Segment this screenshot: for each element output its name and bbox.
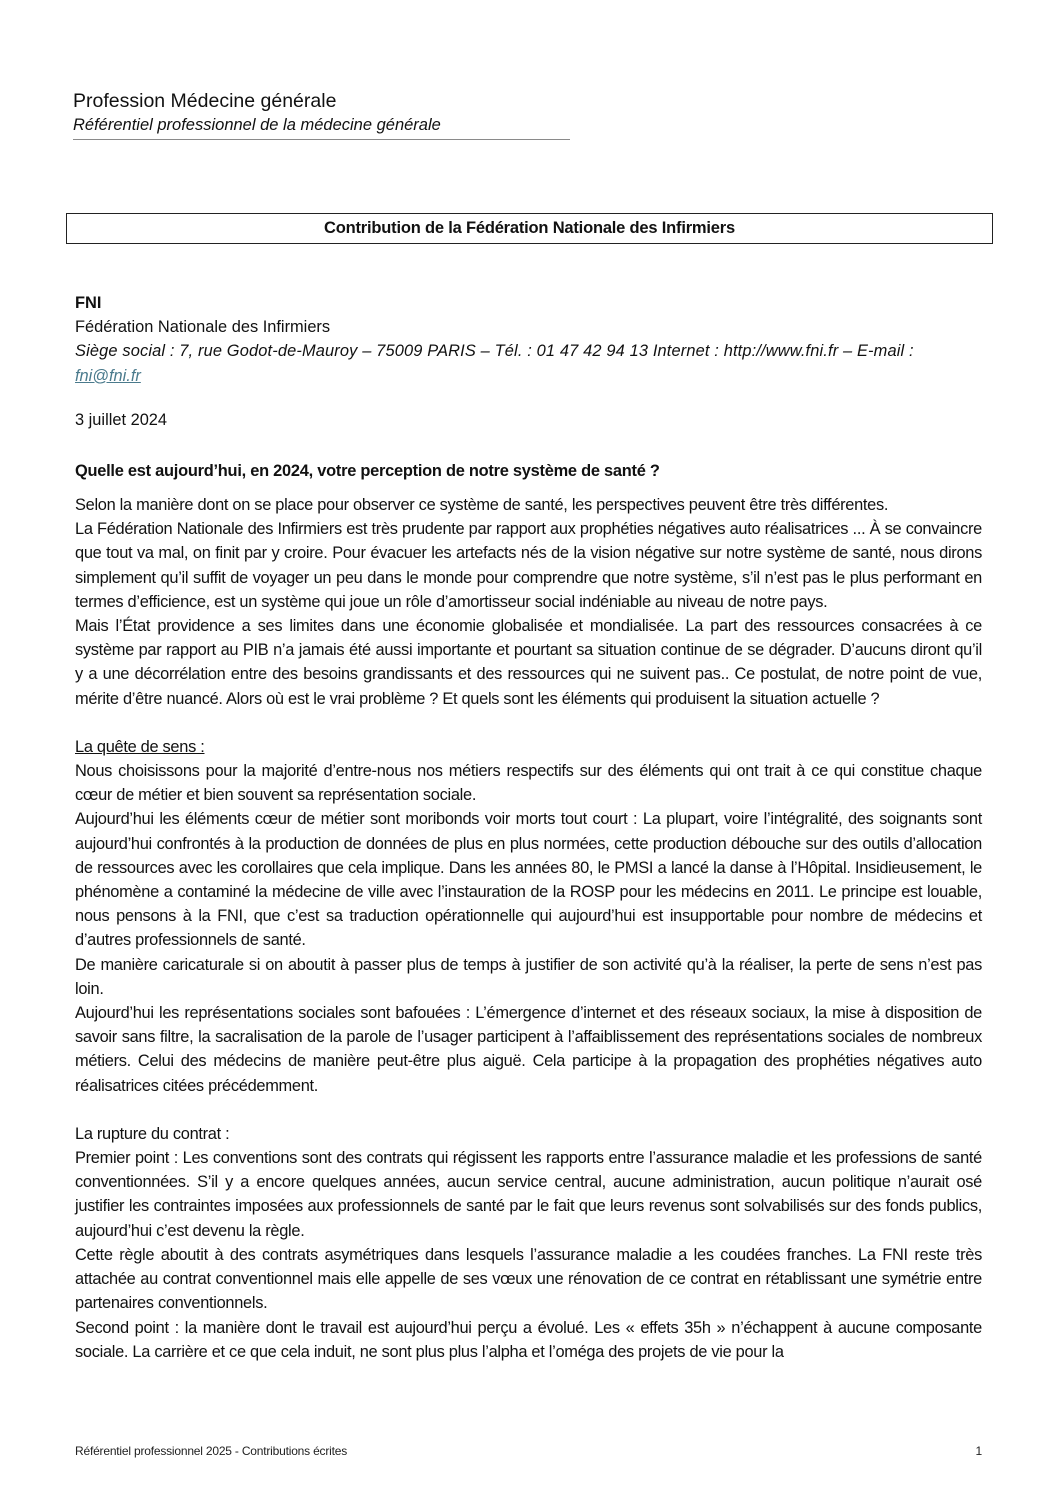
paragraph: Mais l’État providence a ses limites dans une économie globalisée et mondialisée. La part des ressources consacrées à ce système par rapport au PIB n’a jamais été aussi importante et pourtant sa situation continue de se dégrader. D’aucuns diront qu’il y a une décorrélation entre des besoins grandissants et des ressources qui ne suivent pas.. Ce postulat, de notre point de vue, mérite d’être nuancé. Alors où est le vrai problème ? Et quels sont les éléments qui produisent la situation actuelle ? [75,617,982,708]
paragraph: Cette règle aboutit à des contrats asymétriques dans lesquels l’assurance maladie a les coudées franches. La FNI reste très attachée au contrat conventionnel mais elle appelle de ses vœux une rénovation de ce contrat en rétablissant une symétrie entre partenaires conventionnels. [75,1245,982,1313]
section-heading-rupture-du-contrat: La rupture du contrat : [75,1124,230,1143]
page-number: 1 [975,1444,982,1458]
paragraph: Premier point : Les conventions sont des contrats qui régissent les rapports entre l’assurance maladie et les professions de santé conventionnées. S’il y a encore quelques années, aucun service central, aucune administration, aucun politique n’aurait osé justifier les contraintes imposées aux professionnels de santé par le fait que leurs revenus sont solvabilisés sur des fonds publics, aujourd’hui c’est devenu la règle. [75,1149,982,1240]
organization-block [75,291,982,388]
paragraph: Second point : la manière dont le travail est aujourd’hui perçu a évolué. Les « effets 35h » n’échappent à aucune composante sociale. La carrière et ce que cela induit, ne sont plus plus l’alpha et l’oméga des projets de vie pour la [75,1318,982,1361]
paragraph: La Fédération Nationale des Infirmiers est très prudente par rapport aux prophéties négatives auto réalisatrices ... À se convaincre que tout va mal, on finit par y croire. Pour évacuer les artefacts nés de la vision négative sur notre système de santé, nous dirons simplement qu’il suffit de voyager un peu dans le monde pour comprendre que notre système, s’il n’est pas le plus performant en termes d’efficience, est un système qui joue un rôle d’amortisseur social indéniable au niveau de notre pays. [75,520,982,611]
document-title-box [66,213,993,244]
paragraph: Aujourd’hui les éléments cœur de métier sont moribonds voir morts tout court : La plupart, voire l’intégralité, des soignants sont aujourd’hui confrontés à la production de données de plus en plus normées, cette production débouche sur des outils d’allocation de ressources avec les corollaires que cela implique. Dans les années 80, le PMSI a lancé la danse à l’Hôpital. Insidieusement, le phénomène a contaminé la médecine de ville avec l’instauration de la ROSP pour les médecins en 2011. Le principe est louable, nous pensons à la FNI, que c’est sa traduction opérationnelle qui aujourd’hui est insupportable pour nombre de médecins et d’autres professionnels de santé. [75,810,982,950]
paragraph: Nous choisissons pour la majorité d’entre-nous nos métiers respectifs sur des éléments qui ont trait à ce qui constitue chaque cœur de métier et bien souvent sa représentation sociale. [75,762,982,805]
org-full-name: Fédération Nationale des Infirmiers [75,318,331,337]
paragraph: Aujourd’hui les représentations sociales sont bafouées : L’émergence d’internet et des réseaux sociaux, la mise à disposition de savoir sans filtre, la sacralisation de la parole de l’usager participent à l’affaiblissement des représentations sociales de nombreux métiers. Celui des médecins de manière peut-être plus aiguë. Cela participe à la propagation des prophéties négatives auto réalisatrices citées précédemment. [75,1004,982,1095]
paragraph: De manière caricaturale si on aboutit à passer plus de temps à justifier de son activité qu’à la réaliser, la perte de sens n’est pas loin. [75,955,982,998]
section-heading-quete-de-sens: La quête de sens : [75,737,205,756]
page-header [73,88,570,140]
footer-text: Référentiel professionnel 2025 - Contributions écrites [75,1444,348,1458]
paragraph: Selon la manière dont on se place pour observer ce système de santé, les perspectives peuvent être très différentes. [75,496,889,514]
org-email-link[interactable]: fni@fni.fr [75,366,141,385]
document-date: 3 juillet 2024 [75,411,168,429]
org-address: Siège social : 7, rue Godot-de-Mauroy – 75009 PARIS – Tél. : 01 47 42 94 13 Internet : http://www.fni.fr – E-mail : [75,342,914,361]
page-footer [75,1444,982,1458]
document-body [75,493,982,1364]
org-acronym: FNI [75,294,102,312]
header-subtitle: Référentiel professionnel de la médecine générale [73,116,441,134]
question-heading: Quelle est aujourd’hui, en 2024, votre perception de notre système de santé ? [75,462,660,480]
document-title: Contribution de la Fédération Nationale des Infirmiers [324,219,735,237]
header-title: Profession Médecine générale [73,90,337,112]
